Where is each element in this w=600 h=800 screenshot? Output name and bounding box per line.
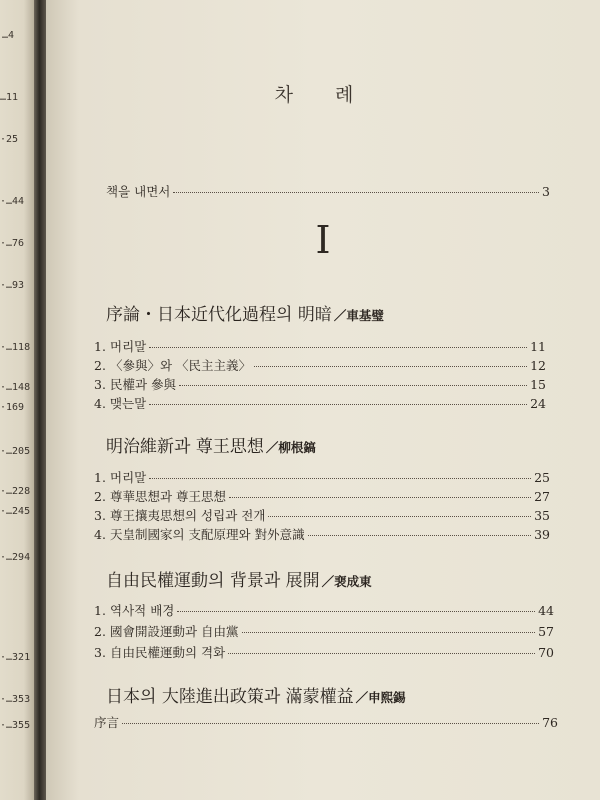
entry-page: 57 xyxy=(538,624,554,639)
left-page-number: ·…245 xyxy=(0,506,31,517)
left-page-number: ·…355 xyxy=(0,720,31,731)
essay-author: ／裵成東 xyxy=(321,574,372,589)
dot-leader xyxy=(242,632,536,633)
essay-title-row xyxy=(106,566,372,591)
essay-title: 日本의 大陸進出政策과 滿蒙權益 xyxy=(106,687,354,707)
entry-number: 1. xyxy=(94,470,106,485)
entry-title: 역사적 배경 xyxy=(110,603,175,618)
left-page-number: ·…148 xyxy=(0,382,31,393)
entry-title: 책을 내면서 xyxy=(106,184,171,199)
entry-title: 尊華思想과 尊王思想 xyxy=(110,489,227,504)
left-page-number: ·…294 xyxy=(0,552,31,563)
left-page-number: ·…353 xyxy=(0,694,31,705)
dot-leader xyxy=(149,347,527,348)
entry-page: 25 xyxy=(534,470,550,485)
left-page-number: ·…321 xyxy=(0,652,31,663)
left-page-number: ·…228 xyxy=(0,486,31,497)
entry-number: 1. xyxy=(94,603,106,618)
entry-number: 4. xyxy=(94,396,106,411)
toc-entry xyxy=(94,622,554,640)
entry-title: 民權과 參與 xyxy=(110,377,177,392)
left-page-number: …11 xyxy=(0,92,19,103)
entry-number: 3. xyxy=(94,645,106,660)
entry-title: 머리말 xyxy=(110,339,147,354)
entry-page: 24 xyxy=(530,396,546,411)
entry-page: 15 xyxy=(530,377,546,392)
entry-page: 27 xyxy=(534,489,550,504)
toc-page xyxy=(46,0,600,800)
toc-entry xyxy=(94,468,550,486)
toc-entry xyxy=(94,601,554,619)
essay-title: 明治維新과 尊王思想 xyxy=(106,437,264,457)
essay-title-row xyxy=(106,300,384,325)
left-page-number: …4 xyxy=(2,30,15,41)
entry-title: 맺는말 xyxy=(110,396,147,411)
entry-page: 11 xyxy=(530,339,546,354)
part-numeral: I xyxy=(315,218,331,262)
essay-author: ／車基璧 xyxy=(333,308,384,323)
toc-intro-entry xyxy=(106,182,550,200)
entry-title: 머리말 xyxy=(110,470,147,485)
entry-page: 12 xyxy=(530,358,546,373)
entry-number: 3. xyxy=(94,508,106,523)
dot-leader xyxy=(228,653,535,654)
dot-leader xyxy=(149,478,531,479)
entry-page: 44 xyxy=(538,603,554,618)
left-page-number: ·…44 xyxy=(0,196,25,207)
essay-title: 自由民權運動의 背景과 展開 xyxy=(106,571,320,591)
dot-leader xyxy=(179,385,527,386)
dot-leader xyxy=(268,516,531,517)
toc-entry xyxy=(94,394,546,412)
entry-title: 〈參與〉와 〈民主主義〉 xyxy=(110,358,252,373)
toc-entry xyxy=(94,525,550,543)
essay-author: ／柳根鎬 xyxy=(265,440,316,455)
left-page-edge xyxy=(0,0,34,800)
entry-title: 國會開設運動과 自由黨 xyxy=(110,624,239,639)
dot-leader xyxy=(254,366,527,367)
essay-title-row xyxy=(106,432,316,457)
entry-number: 2. xyxy=(94,624,106,639)
entry-title: 自由民權運動의 격화 xyxy=(110,645,226,660)
left-page-number: ·…76 xyxy=(0,238,25,249)
toc-entry xyxy=(94,506,550,524)
toc-entry xyxy=(94,375,546,393)
toc-entry xyxy=(94,356,546,374)
dot-leader xyxy=(173,192,539,193)
left-page-number: ·…205 xyxy=(0,446,31,457)
entry-page: 76 xyxy=(542,715,558,730)
dot-leader xyxy=(229,497,531,498)
entry-page: 35 xyxy=(534,508,550,523)
toc-entry xyxy=(94,713,558,731)
left-page-number: ·25 xyxy=(0,134,19,145)
toc-entry xyxy=(94,487,550,505)
toc-entry xyxy=(94,643,554,661)
dot-leader xyxy=(122,723,539,724)
entry-number: 3. xyxy=(94,377,106,392)
entry-number: 4. xyxy=(94,527,106,542)
left-page-number: ·…118 xyxy=(0,342,31,353)
entry-number: 2. xyxy=(94,358,106,373)
essay-title: 序論・日本近代化過程의 明暗 xyxy=(106,305,332,325)
entry-page: 3 xyxy=(542,184,550,199)
toc-heading: 차 례 xyxy=(274,84,372,106)
dot-leader xyxy=(177,611,535,612)
dot-leader xyxy=(308,535,531,536)
entry-title: 天皇制國家의 支配原理와 對外意識 xyxy=(110,527,305,542)
left-page-number: ·…93 xyxy=(0,280,25,291)
left-page-number: ·169 xyxy=(0,402,25,413)
entry-page: 39 xyxy=(534,527,550,542)
book-gutter xyxy=(34,0,46,800)
dot-leader xyxy=(149,404,527,405)
entry-page: 70 xyxy=(538,645,554,660)
entry-number: 1. xyxy=(94,339,106,354)
essay-author: ／申熙錫 xyxy=(355,690,406,705)
entry-number: 2. xyxy=(94,489,106,504)
entry-title: 序言 xyxy=(94,715,120,730)
entry-title: 尊王攘夷思想의 성립과 전개 xyxy=(110,508,266,523)
essay-title-row xyxy=(106,682,406,707)
toc-entry xyxy=(94,337,546,355)
